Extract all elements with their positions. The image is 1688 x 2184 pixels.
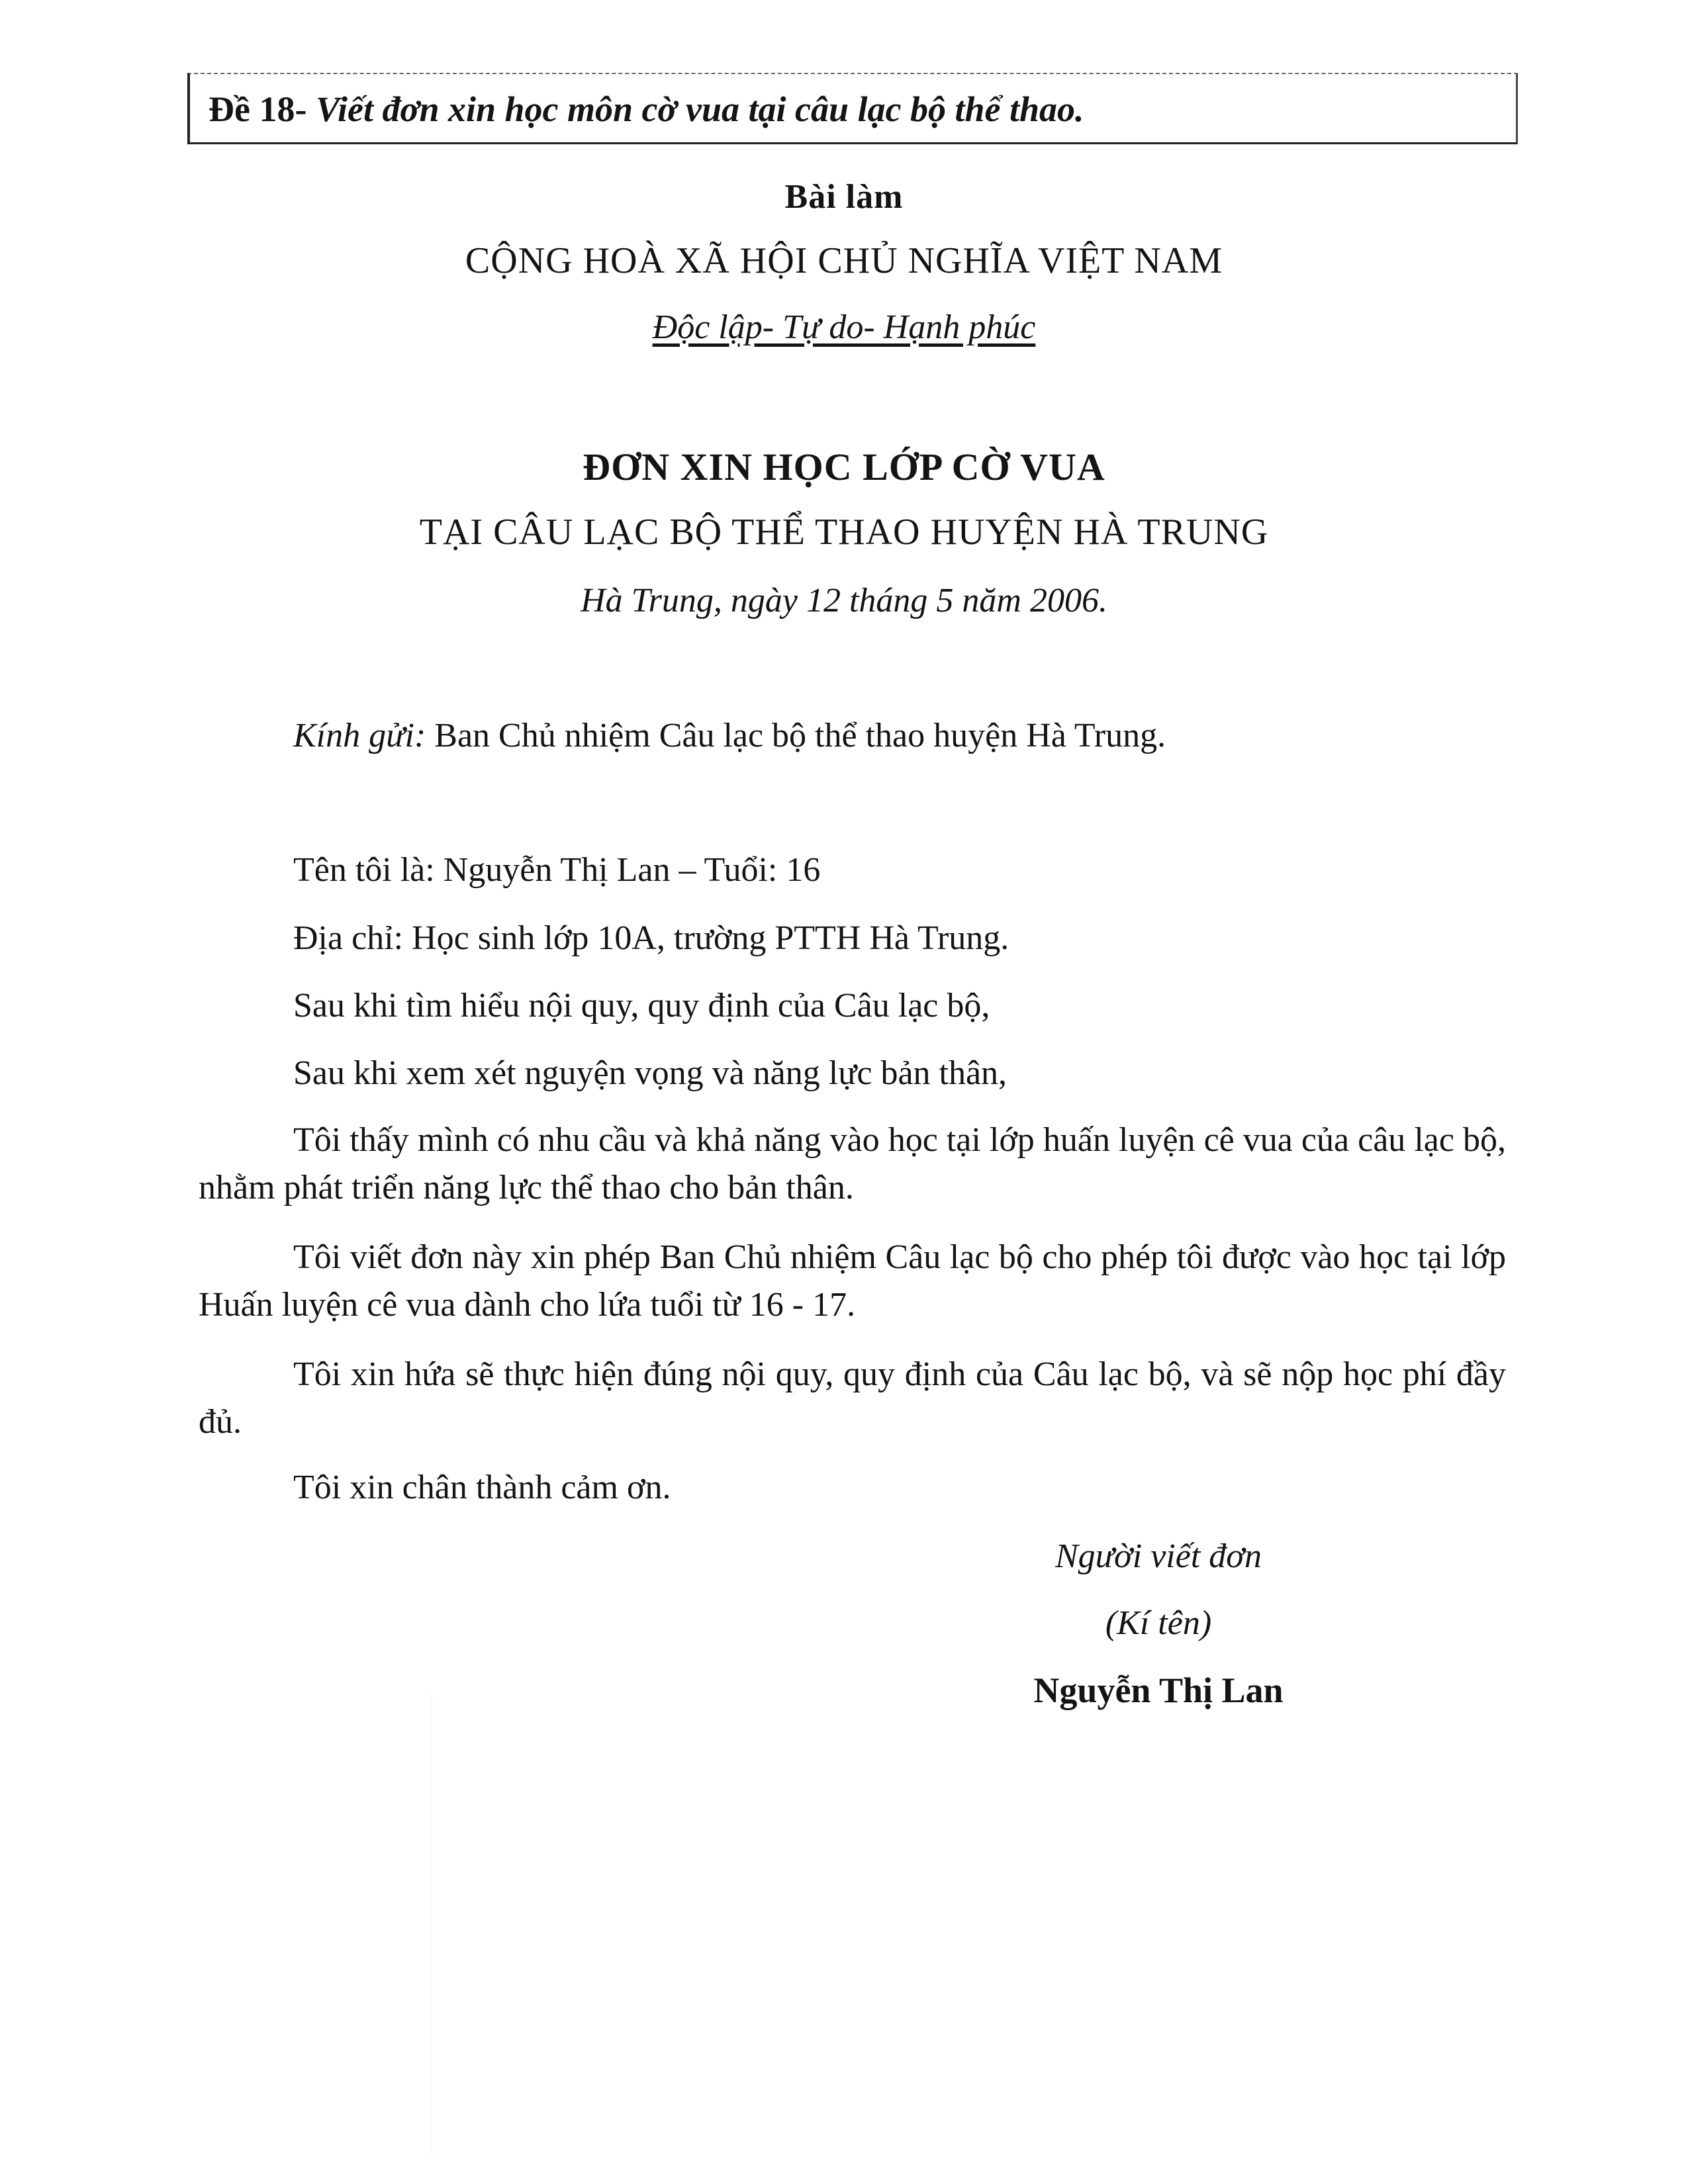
topic-box	[187, 73, 1518, 144]
topic-label: Đề 18-	[209, 89, 307, 129]
reason-line-2: Sau khi xem xét nguyện vọng và năng lực bản thân,	[293, 1054, 1008, 1092]
document-title: ĐƠN XIN HỌC LỚP CỜ VUA	[583, 445, 1105, 488]
topic-heading	[209, 89, 1084, 130]
bai-lam-heading: Bài làm	[784, 178, 904, 216]
signature-note: (Kí tên)	[1105, 1604, 1212, 1642]
thanks-line: Tôi xin chân thành cảm ơn.	[293, 1469, 671, 1506]
signature-role: Người viết đơn	[1055, 1537, 1262, 1575]
topic-title: Viết đơn xin học môn cờ vua tại câu lạc bộ thể thao.	[315, 89, 1084, 129]
recipient-label: Kính gửi:	[293, 717, 426, 754]
body-paragraph-2: Tôi viết đơn này xin phép Ban Chủ nhiệm Câu lạc bộ cho phép tôi được vào học tại lớp Huấn luyện cê vua dành cho lứa tuổi từ 16 - 17.	[199, 1238, 1506, 1324]
recipient-line	[293, 716, 1166, 755]
national-motto	[0, 308, 1688, 347]
name-line: Tên tôi là: Nguyễn Thị Lan – Tuổi: 16	[293, 851, 821, 889]
signature-name: Nguyễn Thị Lan	[1033, 1670, 1284, 1710]
recipient-name: Ban Chủ nhiệm Câu lạc bộ thể thao huyện Hà Trung.	[434, 717, 1166, 754]
national-title: CỘNG HOÀ XÃ HỘI CHỦ NGHĨA VIỆT NAM	[465, 240, 1223, 281]
document-subtitle: TẠI CÂU LẠC BỘ THỂ THAO HUYỆN HÀ TRUNG	[419, 512, 1269, 553]
body-paragraph-1: Tôi thấy mình có nhu cầu và khả năng vào học tại lớp huấn luyện cê vua của câu lạc bộ, nhằm phát triển năng lực thể thao cho bản thân.	[199, 1121, 1506, 1206]
motto-text: Độc lập- Tự do- Hạnh phúc	[652, 308, 1036, 346]
reason-line-1: Sau khi tìm hiểu nội quy, quy định của Câu lạc bộ,	[293, 987, 990, 1024]
document-date: Hà Trung, ngày 12 tháng 5 năm 2006.	[581, 582, 1107, 619]
address-line: Địa chỉ: Học sinh lớp 10A, trường PTTH Hà Trung.	[293, 919, 1009, 957]
body-paragraph-3: Tôi xin hứa sẽ thực hiện đúng nội quy, quy định của Câu lạc bộ, và sẽ nộp học phí đầy đủ.	[199, 1355, 1506, 1441]
